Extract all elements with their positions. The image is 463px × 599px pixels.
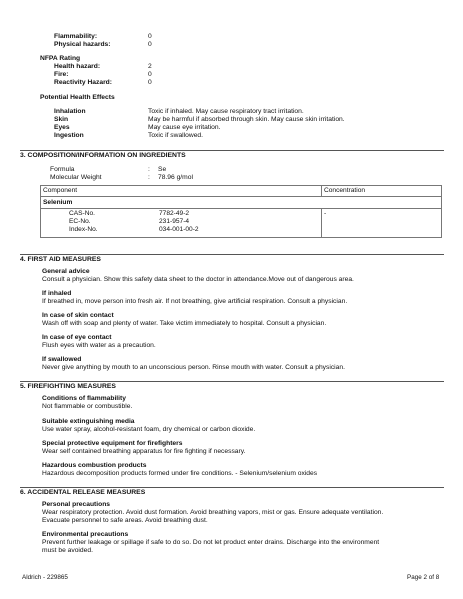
item-text: Consult a physician. Show this safety data sheet to the doctor in attendance.Move out of dangerous area. (42, 276, 354, 283)
fire-value: 0 (148, 71, 152, 78)
health-hazard-label: Health hazard: (54, 63, 101, 70)
molecular-weight-colon: : (148, 174, 150, 181)
effect-text: May be harmful if absorbed through skin. May cause skin irritation. (148, 116, 345, 123)
composition-table (40, 185, 442, 238)
ec-value: 231-957-4 (159, 218, 190, 226)
reactivity-label: Reactivity Hazard: (54, 79, 112, 86)
ec-label: EC-No. (69, 218, 91, 226)
substance-name: Selenium (43, 199, 73, 207)
index-label: Index-No. (69, 226, 98, 234)
formula-colon: : (148, 166, 150, 173)
section-3-title: 3. COMPOSITION/INFORMATION ON INGREDIENTS (20, 150, 444, 160)
flammability-value: 0 (148, 33, 152, 40)
item-heading: Personal precautions (42, 501, 111, 508)
item-heading: In case of eye contact (42, 334, 112, 341)
effect-label: Skin (54, 116, 69, 123)
item-heading: Conditions of flammability (42, 395, 126, 402)
health-hazard-value: 2 (148, 63, 152, 70)
effect-label: Ingestion (54, 132, 84, 139)
footer-product: Aldrich - 229865 (22, 574, 68, 581)
item-heading: General advice (42, 268, 90, 275)
item-text: Wash off with soap and plenty of water. Take victim immediately to hospital. Consult a physician. (42, 320, 327, 327)
item-text: Never give anything by mouth to an unconscious person. Rinse mouth with water. Consult a physician. (42, 364, 345, 371)
molecular-weight-label: Molecular Weight (50, 174, 102, 181)
item-text: Wear self contained breathing apparatus for fire fighting if necessary. (42, 448, 246, 455)
health-effects-title: Potential Health Effects (40, 94, 115, 101)
cas-value: 7782-49-2 (159, 210, 190, 218)
item-heading: If swallowed (42, 356, 82, 363)
item-text-line: must be avoided. (42, 547, 93, 554)
molecular-weight-value: 78.96 g/mol (158, 174, 193, 181)
item-heading: In case of skin contact (42, 312, 114, 319)
formula-label: Formula (50, 166, 75, 173)
item-text: Flush eyes with water as a precaution. (42, 342, 156, 349)
section-4-title: 4. FIRST AID MEASURES (20, 254, 444, 264)
cas-label: CAS-No. (69, 210, 96, 218)
effect-text: Toxic if swallowed. (148, 132, 204, 139)
index-value: 034-001-00-2 (159, 226, 199, 234)
formula-value: Se (158, 166, 167, 173)
item-text-line: Wear respiratory protection. Avoid dust formation. Avoid breathing vapors, mist or gas. Ensure adequate ventilation. (42, 509, 384, 516)
concentration-value: - (322, 209, 442, 238)
item-text-line: Prevent further leakage or spillage if safe to do so. Do not let product enter drains. Discharge into the environment (42, 539, 380, 546)
footer-page-number: Page 2 of 8 (407, 574, 440, 581)
item-text: Use water spray, alcohol-resistant foam, dry chemical or carbon dioxide. (42, 426, 256, 433)
item-text: Not flammable or combustible. (42, 403, 133, 410)
section-6-title: 6. ACCIDENTAL RELEASE MEASURES (20, 487, 444, 497)
physical-hazards-label: Physical hazards: (54, 41, 111, 48)
concentration-header: Concentration (322, 186, 442, 197)
component-header: Component (41, 186, 322, 197)
item-text: Hazardous decomposition products formed under fire conditions. - Selenium/selenium oxides (42, 470, 318, 477)
effect-label: Inhalation (54, 108, 86, 115)
item-heading: Suitable extinguishing media (42, 418, 135, 425)
effect-text: Toxic if inhaled. May cause respiratory tract irritation. (148, 108, 304, 115)
section-5-title: 5. FIREFIGHTING MEASURES (20, 381, 444, 391)
fire-label: Fire: (54, 71, 69, 78)
reactivity-value: 0 (148, 79, 152, 86)
item-heading: Special protective equipment for firefighters (42, 440, 183, 447)
effect-text: May cause eye irritation. (148, 124, 221, 131)
item-heading: If inhaled (42, 290, 72, 297)
flammability-label: Flammability: (54, 33, 98, 40)
effect-label: Eyes (54, 124, 70, 131)
item-text-line: Evacuate personnel to safe areas. Avoid breathing dust. (42, 517, 208, 524)
nfpa-title: NFPA Rating (40, 55, 81, 62)
item-text: If breathed in, move person into fresh air. If not breathing, give artificial respiration. Consult a physician. (42, 298, 348, 305)
item-heading: Hazardous combustion products (42, 462, 147, 469)
physical-hazards-value: 0 (148, 41, 152, 48)
item-heading: Environmental precautions (42, 531, 129, 538)
